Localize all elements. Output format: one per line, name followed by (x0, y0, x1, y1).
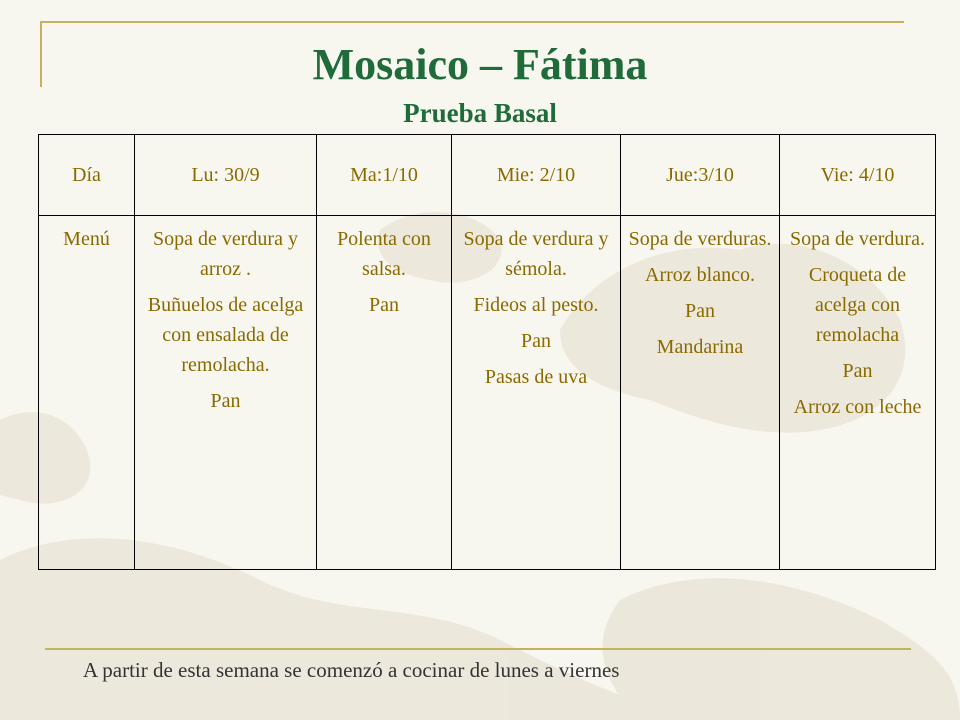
footnote: A partir de esta semana se comenzó a cocinar de lunes a viernes (83, 658, 620, 682)
menu-item: Fideos al pesto. (473, 294, 599, 316)
menu-cell-mie (452, 216, 621, 570)
menu-item: Buñuelos de acelga con ensalada de remolacha. (147, 294, 304, 376)
menu-item: Arroz blanco. (645, 264, 755, 286)
menu-item: Pan (842, 360, 873, 382)
menu-item: Polenta con salsa. (337, 228, 431, 280)
slide-title: Mosaico – Fátima (312, 40, 648, 89)
menu-cell-lu (135, 216, 317, 570)
menu-item: Pan (521, 330, 551, 352)
menu-item: Croqueta de acelga con remolacha (808, 264, 907, 346)
menu-table (38, 134, 936, 570)
top-rule (40, 21, 904, 23)
menu-cell-vie (780, 216, 936, 570)
slide-subtitle: Prueba Basal (403, 98, 557, 128)
header-cell-ma: Ma:1/10 (317, 135, 452, 216)
menu-item: Sopa de verdura y sémola. (463, 228, 609, 280)
menu-item: Pan (369, 294, 399, 316)
header-cell-jue: Jue:3/10 (621, 135, 780, 216)
header-cell-vie: Vie: 4/10 (780, 135, 936, 216)
header-cell-mie: Mie: 2/10 (452, 135, 621, 216)
menu-item: Pan (210, 390, 241, 412)
menu-item: Mandarina (656, 336, 744, 358)
menu-cell-ma (317, 216, 452, 570)
menu-row (39, 216, 936, 570)
menu-item: Pan (685, 300, 715, 322)
bottom-rule (45, 648, 911, 650)
menu-item: Arroz con leche (793, 396, 922, 418)
menu-cell-jue (621, 216, 780, 570)
header-row (39, 135, 936, 216)
row-label-menu: Menú (39, 216, 135, 570)
header-cell-lu: Lu: 30/9 (135, 135, 317, 216)
menu-item: Sopa de verdura y arroz . (153, 228, 298, 280)
header-cell-dia: Día (39, 135, 135, 216)
menu-item: Sopa de verduras. (628, 228, 772, 250)
menu-item: Pasas de uva (484, 366, 588, 388)
menu-item: Sopa de verdura. (790, 228, 925, 250)
